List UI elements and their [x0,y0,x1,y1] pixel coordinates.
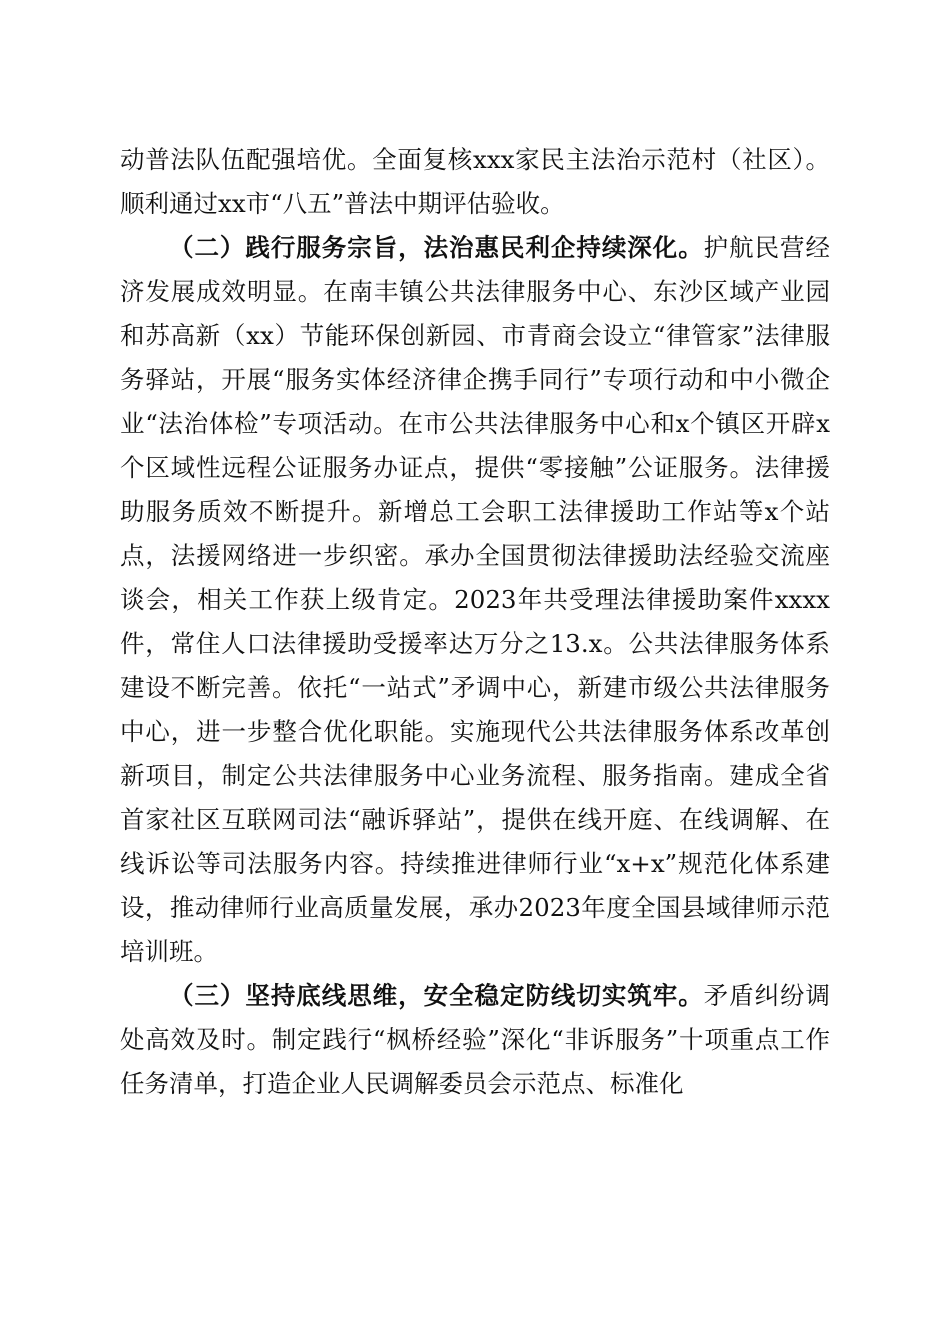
paragraph-2 [120,226,830,974]
paragraph-3 [120,974,830,1106]
section-heading-2: （二）践行服务宗旨，法治惠民利企持续深化。 [169,233,704,262]
paragraph-1-text: 动普法队伍配强培优。全面复核xxx家民主法治示范村（社区）。顺利通过xx市“八五”普法中期评估验收。 [120,145,830,218]
section-heading-3: （三）坚持底线思维，安全稳定防线切实筑牢。 [169,981,704,1010]
paragraph-1 [120,138,830,226]
paragraph-2-text: 护航民营经济发展成效明显。在南丰镇公共法律服务中心、东沙区域产业园和苏高新（xx）节能环保创新园、市青商会设立“律管家”法律服务驿站，开展“服务实体经济律企携手同行”专项行动和中小微企业“法治体检”专项活动。在市公共法律服务中心和x个镇区开辟x个区域性远程公证服务办证点，提供“零接触”公证服务。法律援助服务质效不断提升。新增总工会职工法律援助工作站等x个站点，法援网络进一步织密。承办全国贯彻法律援助法经验交流座谈会，相关工作获上级肯定。2023年共受理法律援助案件xxxx件，常住人口法律援助受援率达万分之13.x。公共法律服务体系建设不断完善。依托“一站式”矛调中心，新建市级公共法律服务中心，进一步整合优化职能。实施现代公共法律服务体系改革创新项目，制定公共法律服务中心业务流程、服务指南。建成全省首家社区互联网司法“融诉驿站”，提供在线开庭、在线调解、在线诉讼等司法服务内容。持续推进律师行业“x+x”规范化体系建设，推动律师行业高质量发展，承办2023年度全国县域律师示范培训班。 [120,233,831,966]
document-body [120,138,830,1106]
paragraph-3-text: 矛盾纠纷调处高效及时。制定践行“枫桥经验”深化“非诉服务”十项重点工作任务清单，打造企业人民调解委员会示范点、标准化 [120,981,831,1098]
